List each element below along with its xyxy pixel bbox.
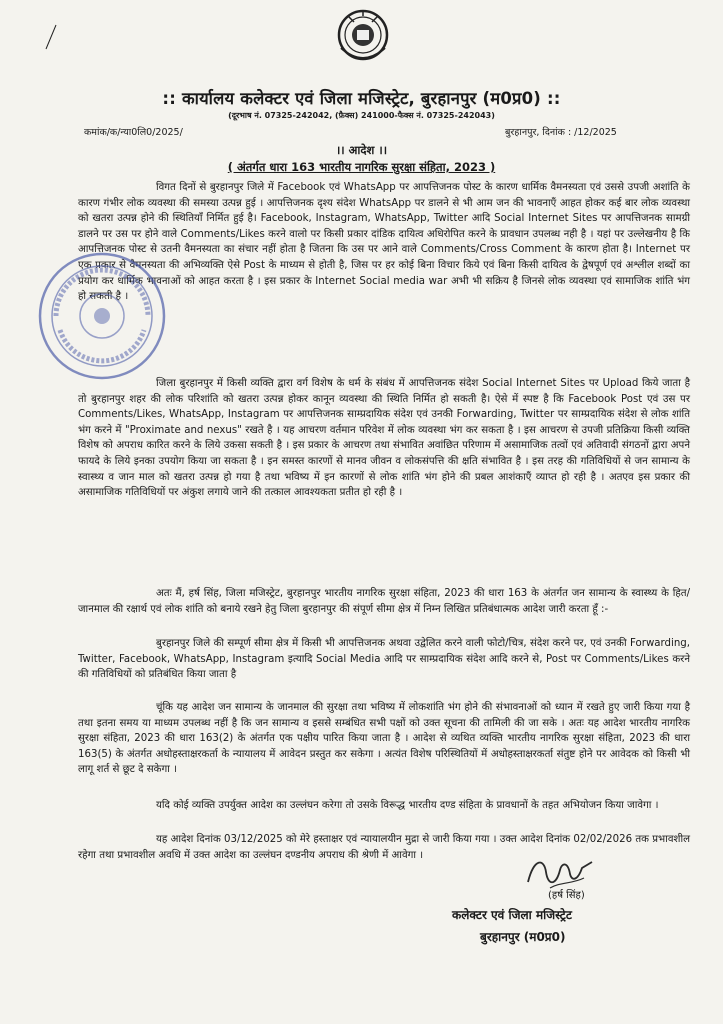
order-heading: ।। आदेश ।। bbox=[335, 143, 388, 157]
paragraph-6: यदि कोई व्यक्ति उपर्युक्त आदेश का उल्लंघन करेगा तो उसके विरूद्ध भारतीय दण्ड संहिता के प्रावधानों के तहत अभियोजन किया जावेगा । bbox=[156, 800, 659, 811]
signatory-designation: कलेक्टर एवं जिला मजिस्ट्रेट bbox=[452, 908, 572, 922]
reference-number: कमांक/क/न्या0लि0/2025/ bbox=[84, 127, 183, 138]
paragraph-5: चूंकि यह आदेश जन सामान्य के जानमाल की सुरक्षा तथा भविष्य में लोकशांति भंग होने की संभावनाओं को ध्यान में रखते हुए जारी किया गया है तथा इतना समय या माध्यम उपलब्ध नहीं है कि जन सामान्य व इससे सम्बंधित सभी पक्षों को उक्त सूचना की तामिली की जा सके । अतः यह आदेश भारतीय नागरिक सुरक्षा संहिता, 2023 की धारा 163(2) के अंतर्गत एक पक्षीय पारित किया जाता है । आदेश से व्यथित व्यक्ति भारतीय नागरिक सुरक्षा संहिता, 2023 की धारा 163(5) के अंतर्गत अधोहस्ताक्षरकर्ता के न्यायालय में आवेदन प्रस्तुत कर सकेगा । अत्यंत विशेष परिस्थितियों में अधोहस्ताक्षरकर्ता संतुष्ट होने पर आवेदक को किसी भी लागू शर्त से छूट दे सकेगा । bbox=[78, 702, 690, 776]
paragraph-2: जिला बुरहानपुर में किसी व्यक्ति द्वारा वर्ग विशेष के धर्म के संबंध में आपत्तिजनक संदेश Social Internet Sites पर Upload किये जाता है तो बुरहानपुर शहर की लोक परिशांति को खतरा उत्पन्न होकर कानून व्यवस्था की स्थिति निर्मित हो सकती है। ऐसे में स्पष्ट है कि Facebook Post एवं उस पर Comments/Likes, WhatsApp, Instagram पर आपत्तिजनक साम्प्रदायिक संदेश एवं उनकी Forwarding, Twitter पर साम्प्रदायिक संदेश से लोक शांति भंग करने में "Proximate and nexus" रखते है । यह आचरण वर्तमान परिवेश में लोक व्यवस्था भंग कर सकता है । इस आचरण से उपजी प्रतिक्रिया किसी व्यक्ति विशेष को अपराध कारित करने के लिये उकसा सकती है । इस प्रकार के आचरण तथा संभावित अवांछित परिणाम में असामाजिक तत्वों एवं अतिवादी संगठनों द्वारा अपने फायदे के लिये इनका उपयोग किया जा सकता है । इन समस्त कारणों से मानव जीवन व लोकसंपत्ति की क्षति संभावित है । इस तरह की गतिविधियों से जन सामान्य के स्वास्थ्य व जान माल को खतरा उत्पन्न हो गया है तथा भविष्य में इन कारणों से लोक शांति भंग होने की प्रबल आशंकाएँ व्याप्त हो रही है । अतएव इस प्रकार की असामाजिक गतिविधियों पर अंकुश लगाये जाने की तत्काल आवश्यकता प्रतीत हो रही है । bbox=[78, 378, 690, 499]
paragraph-7: यह आदेश दिनांक 03/12/2025 को मेरे हस्ताक्षर एवं न्यायालयीन मुद्रा से जारी किया गया । उक्त आदेश दिनांक 02/02/2026 तक प्रभावशील रहेगा तथा प्रभावशील अवधि में उक्त आदेश का उल्लंघन दण्डनीय अपराध की श्रेणी में आवेगा । bbox=[78, 834, 690, 861]
order-date: बुरहानपुर, दिनांक : /12/2025 bbox=[505, 127, 617, 138]
state-emblem-icon bbox=[336, 8, 390, 68]
pen-mark-icon bbox=[44, 24, 58, 50]
paragraph-3: अतः मैं, हर्ष सिंह, जिला मजिस्ट्रेट, बुरहानपुर भारतीय नागरिक सुरक्षा संहिता, 2023 की धारा 163 के अंतर्गत जन सामान्य के स्वास्थ्य के हित/जानमाल की रक्षार्थ एवं लोक शांति को बनाये रखने हेतु जिला बुरहानपुर की संपूर्ण सीमा क्षेत्र में निम्न लिखित प्रतिबंधात्मक आदेश जारी करता हूँ :- bbox=[78, 588, 690, 615]
order-subtitle: ( अंतर्गत धारा 163 भारतीय नागरिक सुरक्षा संहिता, 2023 ) bbox=[227, 160, 496, 174]
paragraph-1: विगत दिनों से बुरहानपुर जिले में Facebook एवं WhatsApp पर आपत्तिजनक पोस्ट के कारण धार्मिक वैमनस्यता एवं उससे उपजी अशांति के कारण गंभीर लोक व्यवस्था की समस्या उत्पन्न हुई । आपत्तिजनक दृश्य संदेश WhatsApp पर डालने से भी आम जन की भावनाएँ आहत होकर कई बार लोक व्यवस्था को खतरा उत्पन्न होने की स्थितियाँ निर्मित हुई है। Facebook, Instagram, WhatsApp, Twitter आदि Social Internet Sites पर आपत्तिजनक सामग्री डालने पर उस पर होने वाले Comments/Likes करने वालो पर किसी प्रकार दांडिक दायित्व अधिरोपित करने के प्रावधान उपलब्ध नही है । यहां पर उल्लेखनीय है कि आपत्तिजनक पोस्ट से उतनी वैमनस्यता का संचार नहीं होता है जितना कि उस पर आने वाले Comments/Cross Comment के कारण होता है। Internet पर एक प्रकार से वैमनस्यता की अभिव्यक्ति ऐसे Post के माध्यम से होती है, जिस पर हर कोई बिना विचार किये एवं बिना किसी दायित्व के द्वेषपूर्ण एवं अश्लील शब्दों का प्रयोग कर धार्मिक भावनाओं को आहत करता है । इस प्रकार के Internet Social media war अभी भी सक्रिय है जिनसे लोक व्यवस्था एवं सामाजिक शांति भंग हो सकती है । bbox=[78, 182, 690, 303]
official-seal-icon bbox=[36, 250, 168, 382]
office-title: :: कार्यालय कलेक्टर एवं जिला मजिस्ट्रेट, बुरहानपुर (म0प्र0) :: bbox=[162, 89, 561, 108]
contact-line: (दूरभाष नं. 07325-242042, (फ़ैक्स) 241000-फैक्स नं. 07325-242043) bbox=[228, 111, 495, 120]
signatory-place: बुरहानपुर (म0प्र0) bbox=[480, 930, 566, 944]
signatory-name: (हर्ष सिंह) bbox=[548, 890, 585, 901]
paragraph-4: बुरहानपुर जिले की सम्पूर्ण सीमा क्षेत्र में किसी भी आपत्तिजनक अथवा उद्वेलित करने वाली फोटो/चित्र, संदेश करने पर, एवं उनकी Forwarding, Twitter, Facebook, WhatsApp, Instagram इत्यादि Social Media आदि पर साम्प्रदायिक संदेश आदि करने से, Post पर Comments/Likes करने की गतिविधियों को प्रतिबंधित किया जाता है bbox=[78, 638, 690, 681]
